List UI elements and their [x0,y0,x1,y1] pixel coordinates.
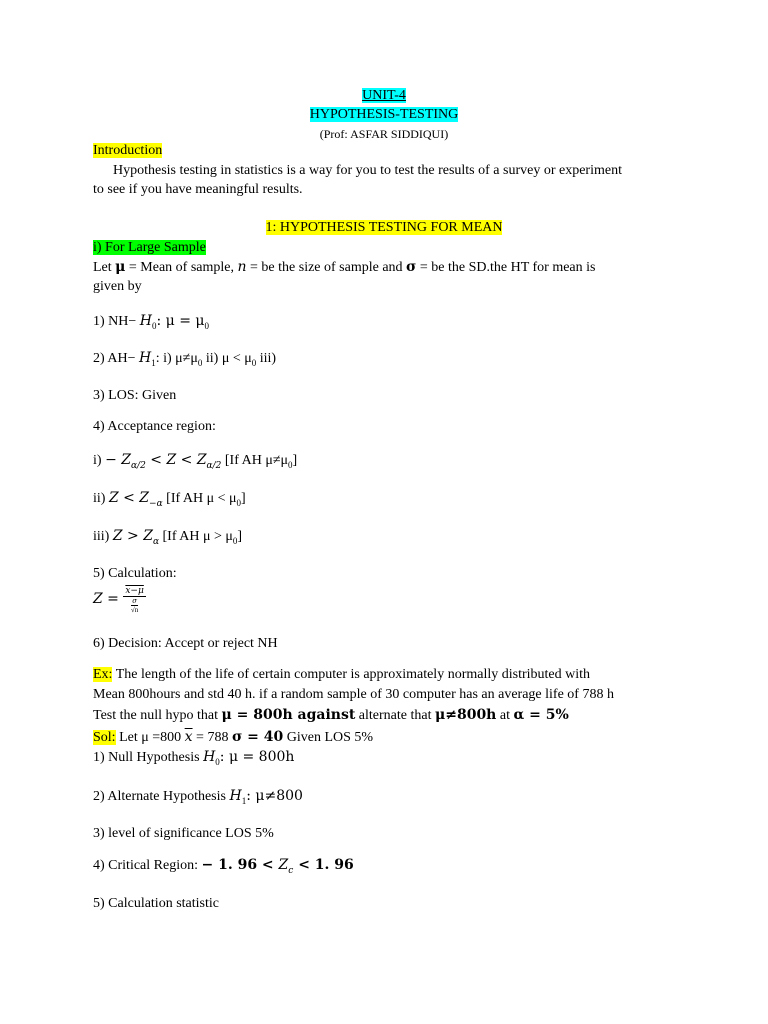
region-two-tailed: $i) - Z_{\alpha/2} < Z < Z_{\alpha/2}$ [If AH $\mu\ne\mu_0$] [93,452,298,471]
example-line3: Test the null hypo that μ = 800h against alternate that μ≠800h at α = 5% [93,707,569,723]
z-fraction: $\frac{x-\mu}{\frac{\sigma}{√n}}$ [125,585,144,614]
step-acceptance-region: 4) Acceptance region: [93,419,216,434]
step-los: 3) LOS: Given [93,388,177,403]
step-null-hypothesis: 1) $NH- H_0$: $\mu = \mu_0$ [93,313,209,331]
solution-null-hypothesis: 1) Null Hypothesis $H_0$: μ = 800h [93,749,295,767]
solution-calculation: 5) Calculation statistic [93,896,219,911]
step-calculation: 5) Calculation: [93,566,177,581]
unit-title: UNIT-4 [362,88,406,103]
solution-critical-region: 4) Critical Region: − 1. $96 < Z_c < 1$. 96 [93,857,354,876]
example-line2: Mean 800hours and std 40 h. if a random sample of 30 computer has an average life of 788 h [93,687,614,702]
intro-paragraph-line1: Hypothesis testing in statistics is a way for you to test the results of a survey or experiment [113,163,622,178]
example-line1: Ex: The length of the life of certain computer is approximately normally distributed with [93,667,591,682]
region-right-tailed: iii) $Z > Z_\alpha$ [If AH $\mu > \mu_0$] [93,528,243,547]
region-left-tailed: ii) $Z < Z_{-\alpha}$ [If AH $\mu < \mu_0$] [93,490,246,509]
author-line: (Prof: ASFAR SIDDIQUI) [319,127,449,141]
definition-line2: given by [93,279,142,294]
intro-paragraph-line2: to see if you have meaningful results. [93,182,303,197]
step-alternate-hypothesis: 2) $AH- H_1$: i) $\mu\ne\mu_0$ ii) $\mu < \mu_0$ iii) [93,350,277,368]
z-formula: Z = $\frac{x-\mu}{\frac{\sigma}{√n}}$ [93,585,144,614]
solution-los: 3) level of significance LOS 5% [93,826,274,841]
solution-alternate-hypothesis: 2) Alternate Hypothesis $H_1$: μ≠800 [93,788,303,806]
section-subtitle: i) For Large Sample [93,240,206,255]
step-decision: 6) Decision: Accept or reject NH [93,636,278,651]
solution-line1: Sol: Let μ =800 $\overline{x} = 788$ σ = 40 Given LOS 5% [93,729,374,745]
section-title: 1: HYPOTHESIS TESTING FOR MEAN [265,220,503,235]
topic-title: HYPOTHESIS-TESTING [309,107,459,122]
intro-heading: Introduction [93,143,163,158]
definition-line1: Let μ = Mean of sample, n = be the size of sample and σ = be the SD.the HT for mean is [93,259,596,275]
